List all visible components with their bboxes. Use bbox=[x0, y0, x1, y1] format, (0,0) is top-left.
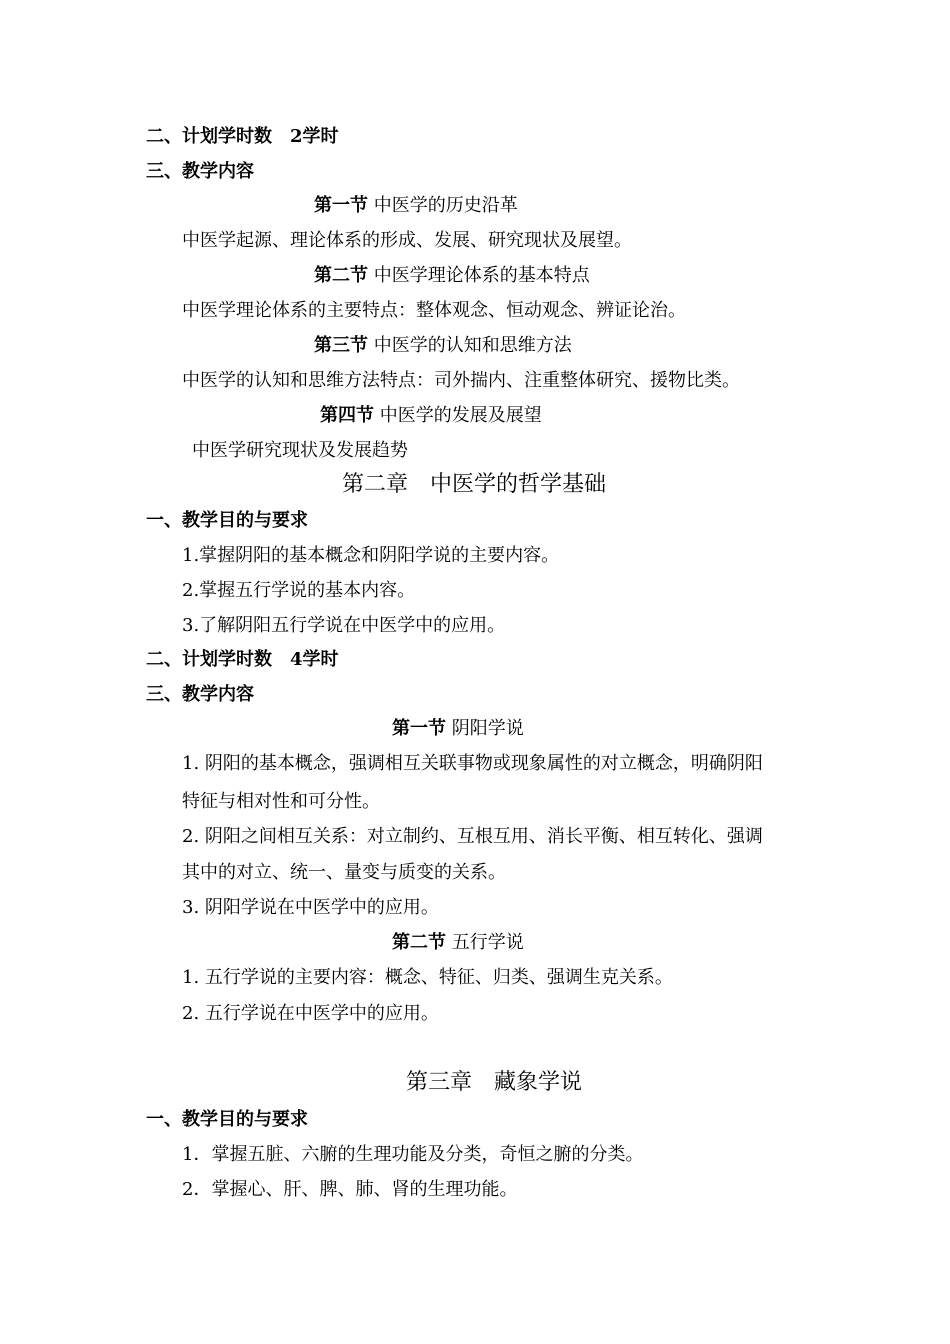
plan-hours-heading: 二、计划学时数 4学时 bbox=[146, 649, 339, 670]
section-title bbox=[392, 717, 524, 741]
section-number: 第二节 bbox=[392, 932, 446, 953]
section-number: 第一节 bbox=[392, 718, 446, 739]
section-name: 五行学说 bbox=[446, 932, 524, 953]
section-number: 第三节 bbox=[314, 335, 368, 356]
objectives-heading: 一、教学目的与要求 bbox=[146, 1109, 308, 1130]
list-item: 2．掌握心、肝、脾、肺、肾的生理功能。 bbox=[182, 1179, 518, 1200]
section-name: 中医学的认知和思维方法 bbox=[368, 335, 572, 356]
section-title bbox=[320, 404, 542, 428]
section-name: 中医学的发展及展望 bbox=[374, 405, 542, 426]
list-item: 2. 阴阳之间相互关系：对立制约、互根互用、消长平衡、相互转化、强调 bbox=[182, 826, 763, 847]
paragraph: 中医学的认知和思维方法特点：司外揣内、注重整体研究、援物比类。 bbox=[182, 370, 740, 391]
list-item: 1．掌握五脏、六腑的生理功能及分类，奇恒之腑的分类。 bbox=[182, 1144, 644, 1165]
section-title bbox=[314, 334, 572, 358]
list-item: 1.掌握阴阳的基本概念和阴阳学说的主要内容。 bbox=[182, 545, 560, 566]
section-name: 阴阳学说 bbox=[446, 718, 524, 739]
teaching-content-heading: 三、教学内容 bbox=[146, 684, 254, 705]
list-item: 2. 五行学说在中医学中的应用。 bbox=[182, 1003, 439, 1024]
list-item: 3.了解阴阳五行学说在中医学中的应用。 bbox=[182, 615, 506, 636]
chapter-title: 第三章 藏象学说 bbox=[406, 1070, 583, 1095]
objectives-heading: 一、教学目的与要求 bbox=[146, 510, 308, 531]
paragraph: 中医学起源、理论体系的形成、发展、研究现状及展望。 bbox=[182, 230, 632, 251]
section-number: 第四节 bbox=[320, 405, 374, 426]
section-number: 第二节 bbox=[314, 265, 368, 286]
list-item: 3. 阴阳学说在中医学中的应用。 bbox=[182, 897, 439, 918]
teaching-content-heading: 三、教学内容 bbox=[146, 161, 254, 182]
section-number: 第一节 bbox=[314, 195, 368, 216]
plan-hours-heading: 二、计划学时数 2学时 bbox=[146, 126, 339, 147]
section-name: 中医学理论体系的基本特点 bbox=[368, 265, 590, 286]
paragraph: 中医学理论体系的主要特点：整体观念、恒动观念、辨证论治。 bbox=[182, 300, 686, 321]
list-item: 1. 五行学说的主要内容：概念、特征、归类、强调生克关系。 bbox=[182, 967, 673, 988]
section-title bbox=[314, 194, 518, 218]
section-title bbox=[392, 931, 524, 955]
section-name: 中医学的历史沿革 bbox=[368, 195, 518, 216]
list-item: 1. 阴阳的基本概念，强调相互关联事物或现象属性的对立概念，明确阴阳 bbox=[182, 753, 763, 774]
paragraph: 中医学研究现状及发展趋势 bbox=[192, 440, 408, 461]
chapter-title: 第二章 中医学的哲学基础 bbox=[342, 472, 607, 497]
section-title bbox=[314, 264, 590, 288]
list-item-continued: 特征与相对性和可分性。 bbox=[182, 791, 380, 812]
list-item: 2.掌握五行学说的基本内容。 bbox=[182, 580, 416, 601]
list-item-continued: 其中的对立、统一、量变与质变的关系。 bbox=[182, 862, 506, 883]
